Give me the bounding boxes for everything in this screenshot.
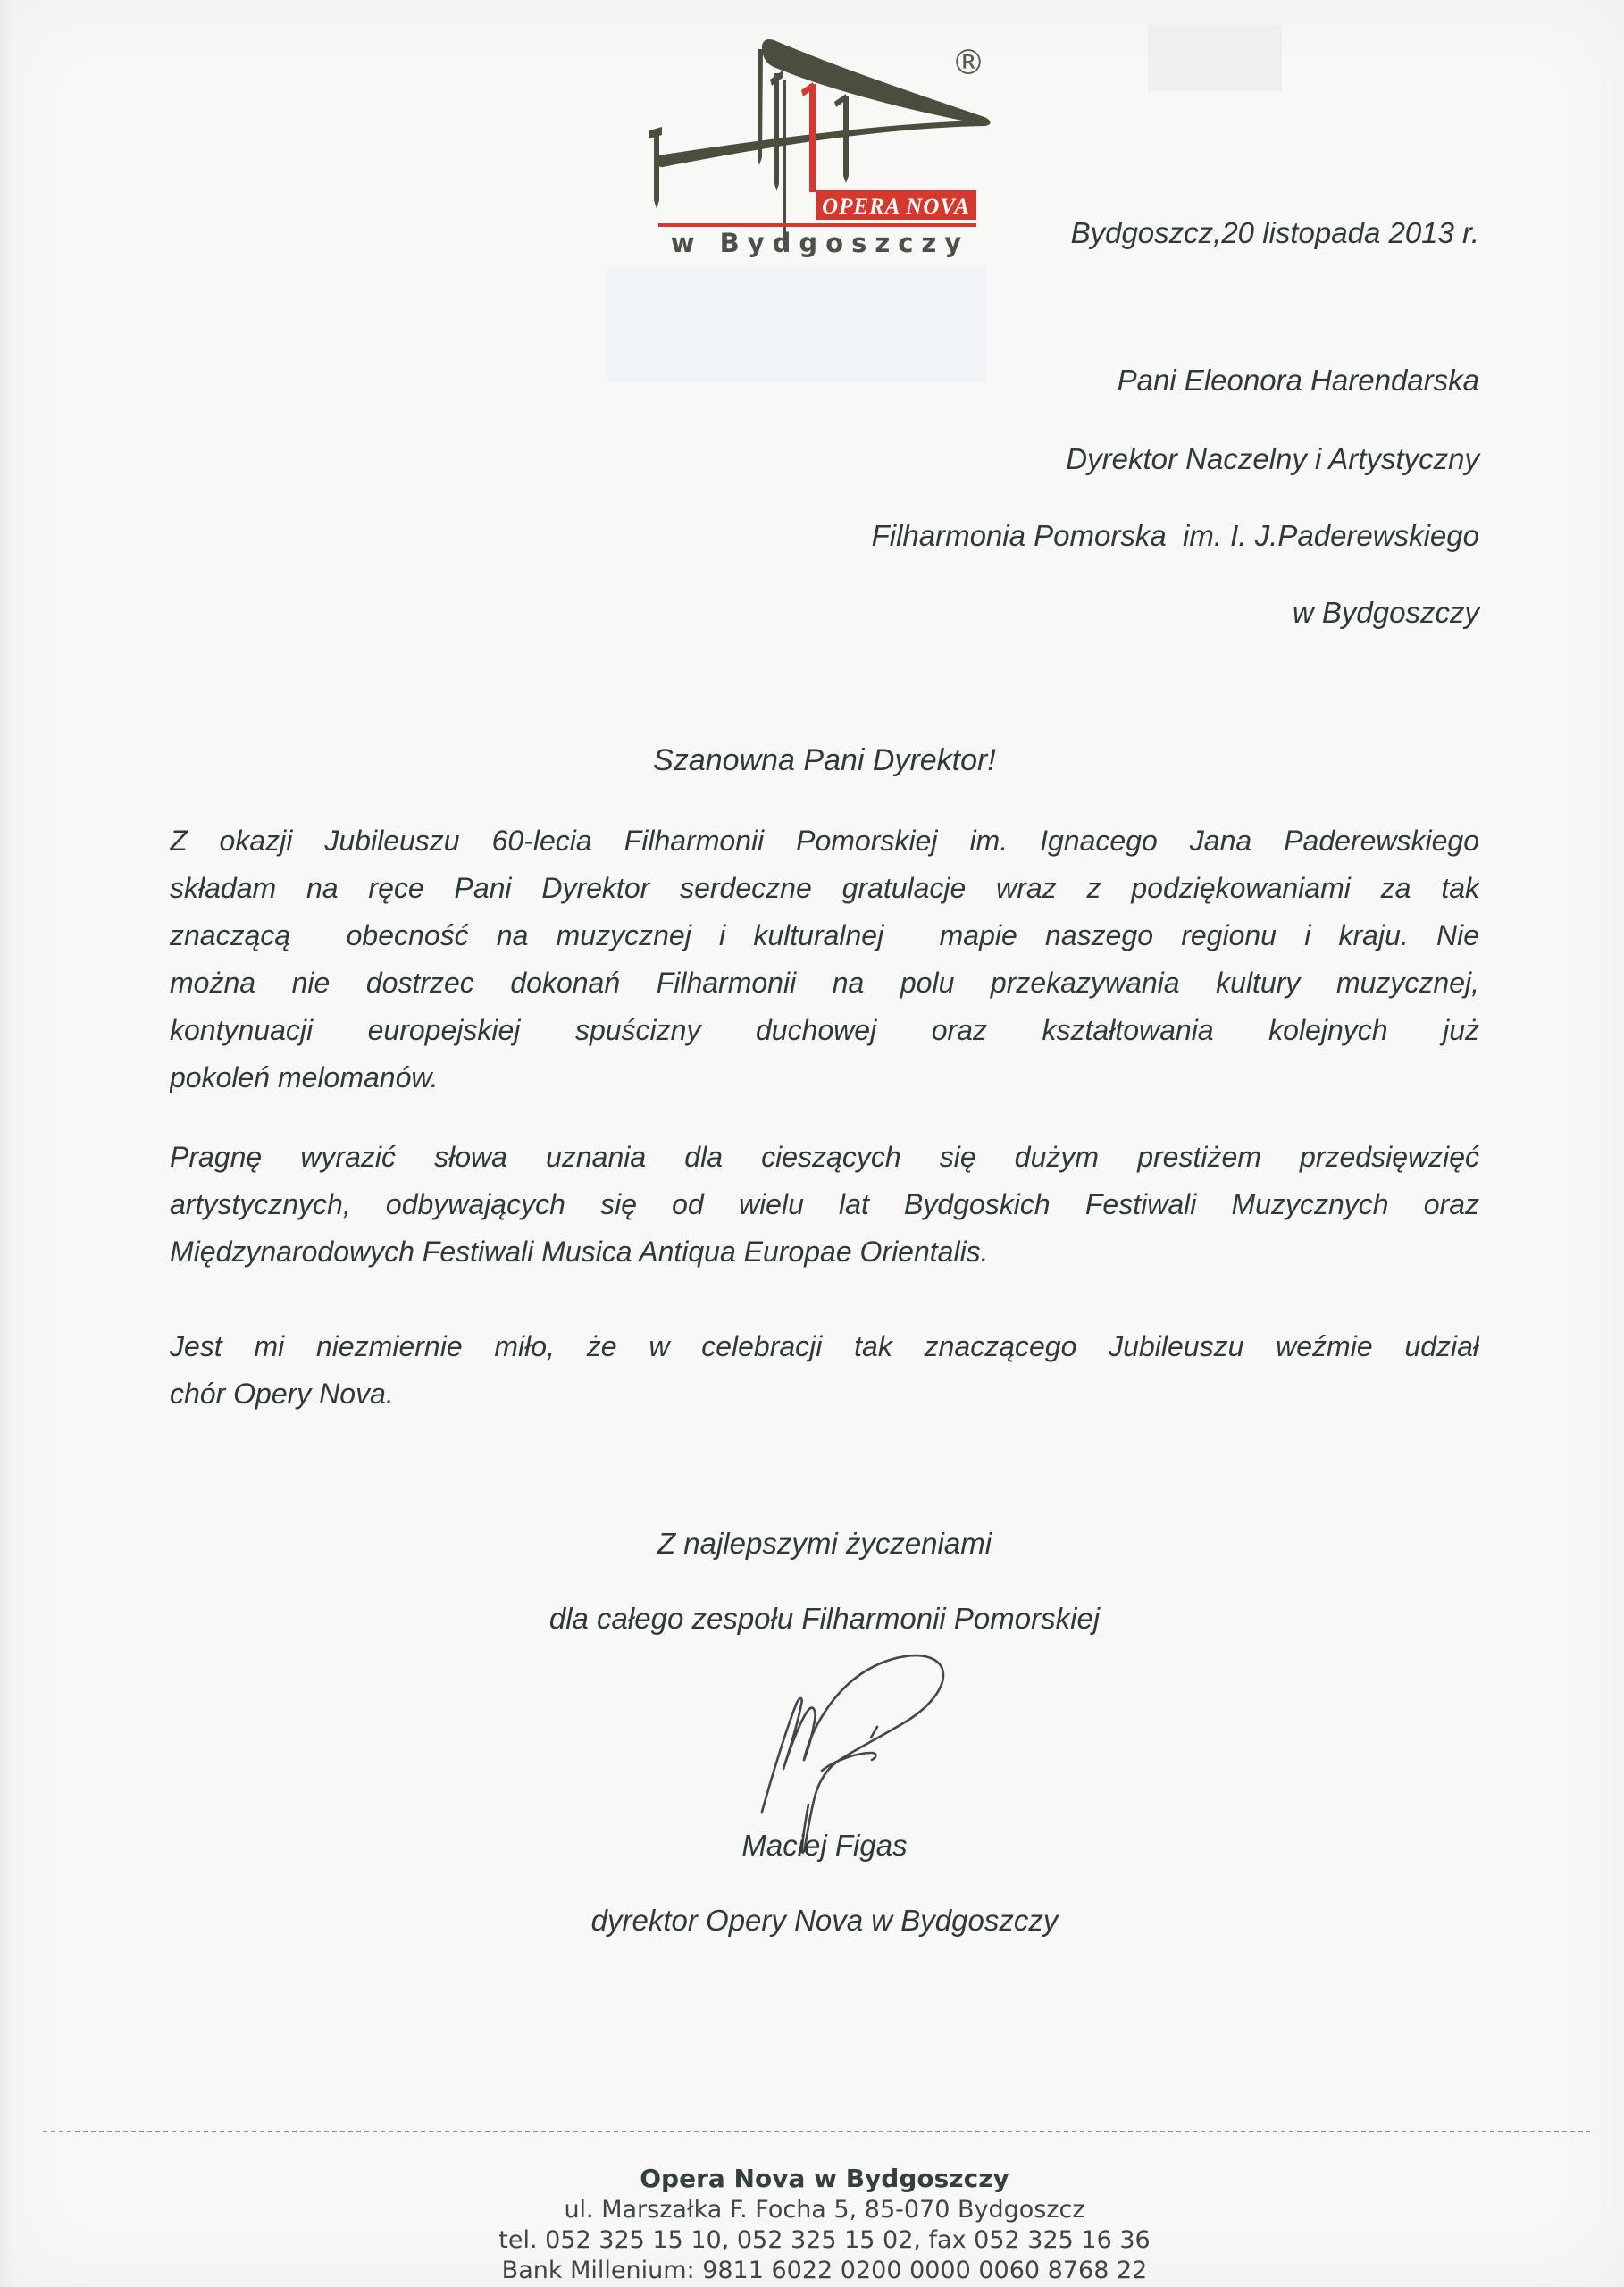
closing-wishes: Z najlepszymi życzeniami: [657, 1527, 992, 1560]
closing-dedication: dla całego zespołu Filharmonii Pomorskiej: [548, 1602, 1101, 1635]
body-paragraph-3: [170, 1323, 1479, 1418]
opera-nova-logo: [607, 27, 1018, 277]
recipient-institution: Filharmonia Pomorska im. I. J.Paderewskiego: [871, 519, 1479, 552]
body-line: składam na ręce Pani Dyrektor serdeczne gratulacje wraz z podziękowaniami za tak: [170, 872, 1479, 904]
logo-bollard: [649, 127, 662, 209]
body-line: Z okazji Jubileuszu 60-lecia Filharmonii Pomorskiej im. Ignacego Jana Paderewskiego: [170, 825, 1479, 857]
logo-red-rule: [658, 223, 976, 227]
signature-stroke: [871, 1727, 877, 1738]
logo-mast: [770, 71, 783, 191]
logo-brand-wordmark: OPERA NOVA: [822, 195, 970, 219]
footer-bank-account: Bank Millenium: 9811 6022 0200 0000 0060 8768 22: [501, 2257, 1148, 2284]
body-line: Międzynarodowych Festiwali Musica Antiqua Europae Orientalis.: [170, 1236, 989, 1268]
recipient-role: Dyrektor Naczelny i Artystyczny: [1066, 442, 1479, 475]
body-paragraph-2: [170, 1134, 1479, 1276]
signature-stroke: [762, 1698, 816, 1812]
footer-phone-fax: tel. 052 325 15 10, 052 325 15 02, fax 052 325 16 36: [498, 2226, 1151, 2254]
scan-artifact: [1148, 25, 1282, 91]
body-line: pokoleń melomanów.: [170, 1061, 439, 1093]
logo-mast: [834, 94, 849, 183]
body-paragraph-1: [170, 817, 1479, 1102]
logo-hull-shape: [657, 121, 989, 167]
signature-stroke: [804, 1655, 943, 1794]
footer-address: ul. Marszałka F. Focha 5, 85-070 Bydgoszcz: [564, 2196, 1085, 2224]
body-line: kontynuacji europejskiej spuścizny duchowej oraz kształtowania kolejnych już: [170, 1014, 1479, 1046]
body-line: chór Opery Nova.: [170, 1378, 394, 1410]
body-line: znaczącą obecność na muzycznej i kulturalnej mapie naszego regionu i kraju. Nie: [170, 919, 1479, 951]
body-line: artystycznych, odbywających się od wielu lat Bydgoskich Festiwali Muzycznych oraz: [170, 1188, 1479, 1220]
body-line: można nie dostrzec dokonań Filharmonii na polu przekazywania kultury muzycznej,: [170, 967, 1479, 999]
body-line: Jest mi niezmiernie miło, że w celebracji tak znaczącego Jubileuszu weźmie udział: [170, 1330, 1479, 1362]
signatory-title: dyrektor Opery Nova w Bydgoszczy: [590, 1904, 1059, 1937]
date-line: Bydgoszcz,20 listopada 2013 r.: [1070, 216, 1479, 249]
logo-city-wordmark: w Bydgoszczy: [670, 228, 970, 258]
footer-org-name: Opera Nova w Bydgoszczy: [640, 2164, 1009, 2193]
recipient-city: w Bydgoszczy: [1292, 596, 1479, 629]
recipient-name: Pani Eleonora Harendarska: [1117, 364, 1479, 397]
scan-edge-shadow: [0, 0, 13, 2287]
signatory-name: Maciej Figas: [741, 1829, 908, 1862]
registered-trademark-icon: ®: [951, 43, 985, 82]
footer-separator: [43, 2131, 1590, 2132]
salutation: Szanowna Pani Dyrektor!: [653, 743, 996, 777]
scan-artifact: [607, 268, 986, 382]
body-line: Pragnę wyrazić słowa uznania dla cieszących się dużym prestiżem przedsięwzięć: [170, 1141, 1479, 1173]
